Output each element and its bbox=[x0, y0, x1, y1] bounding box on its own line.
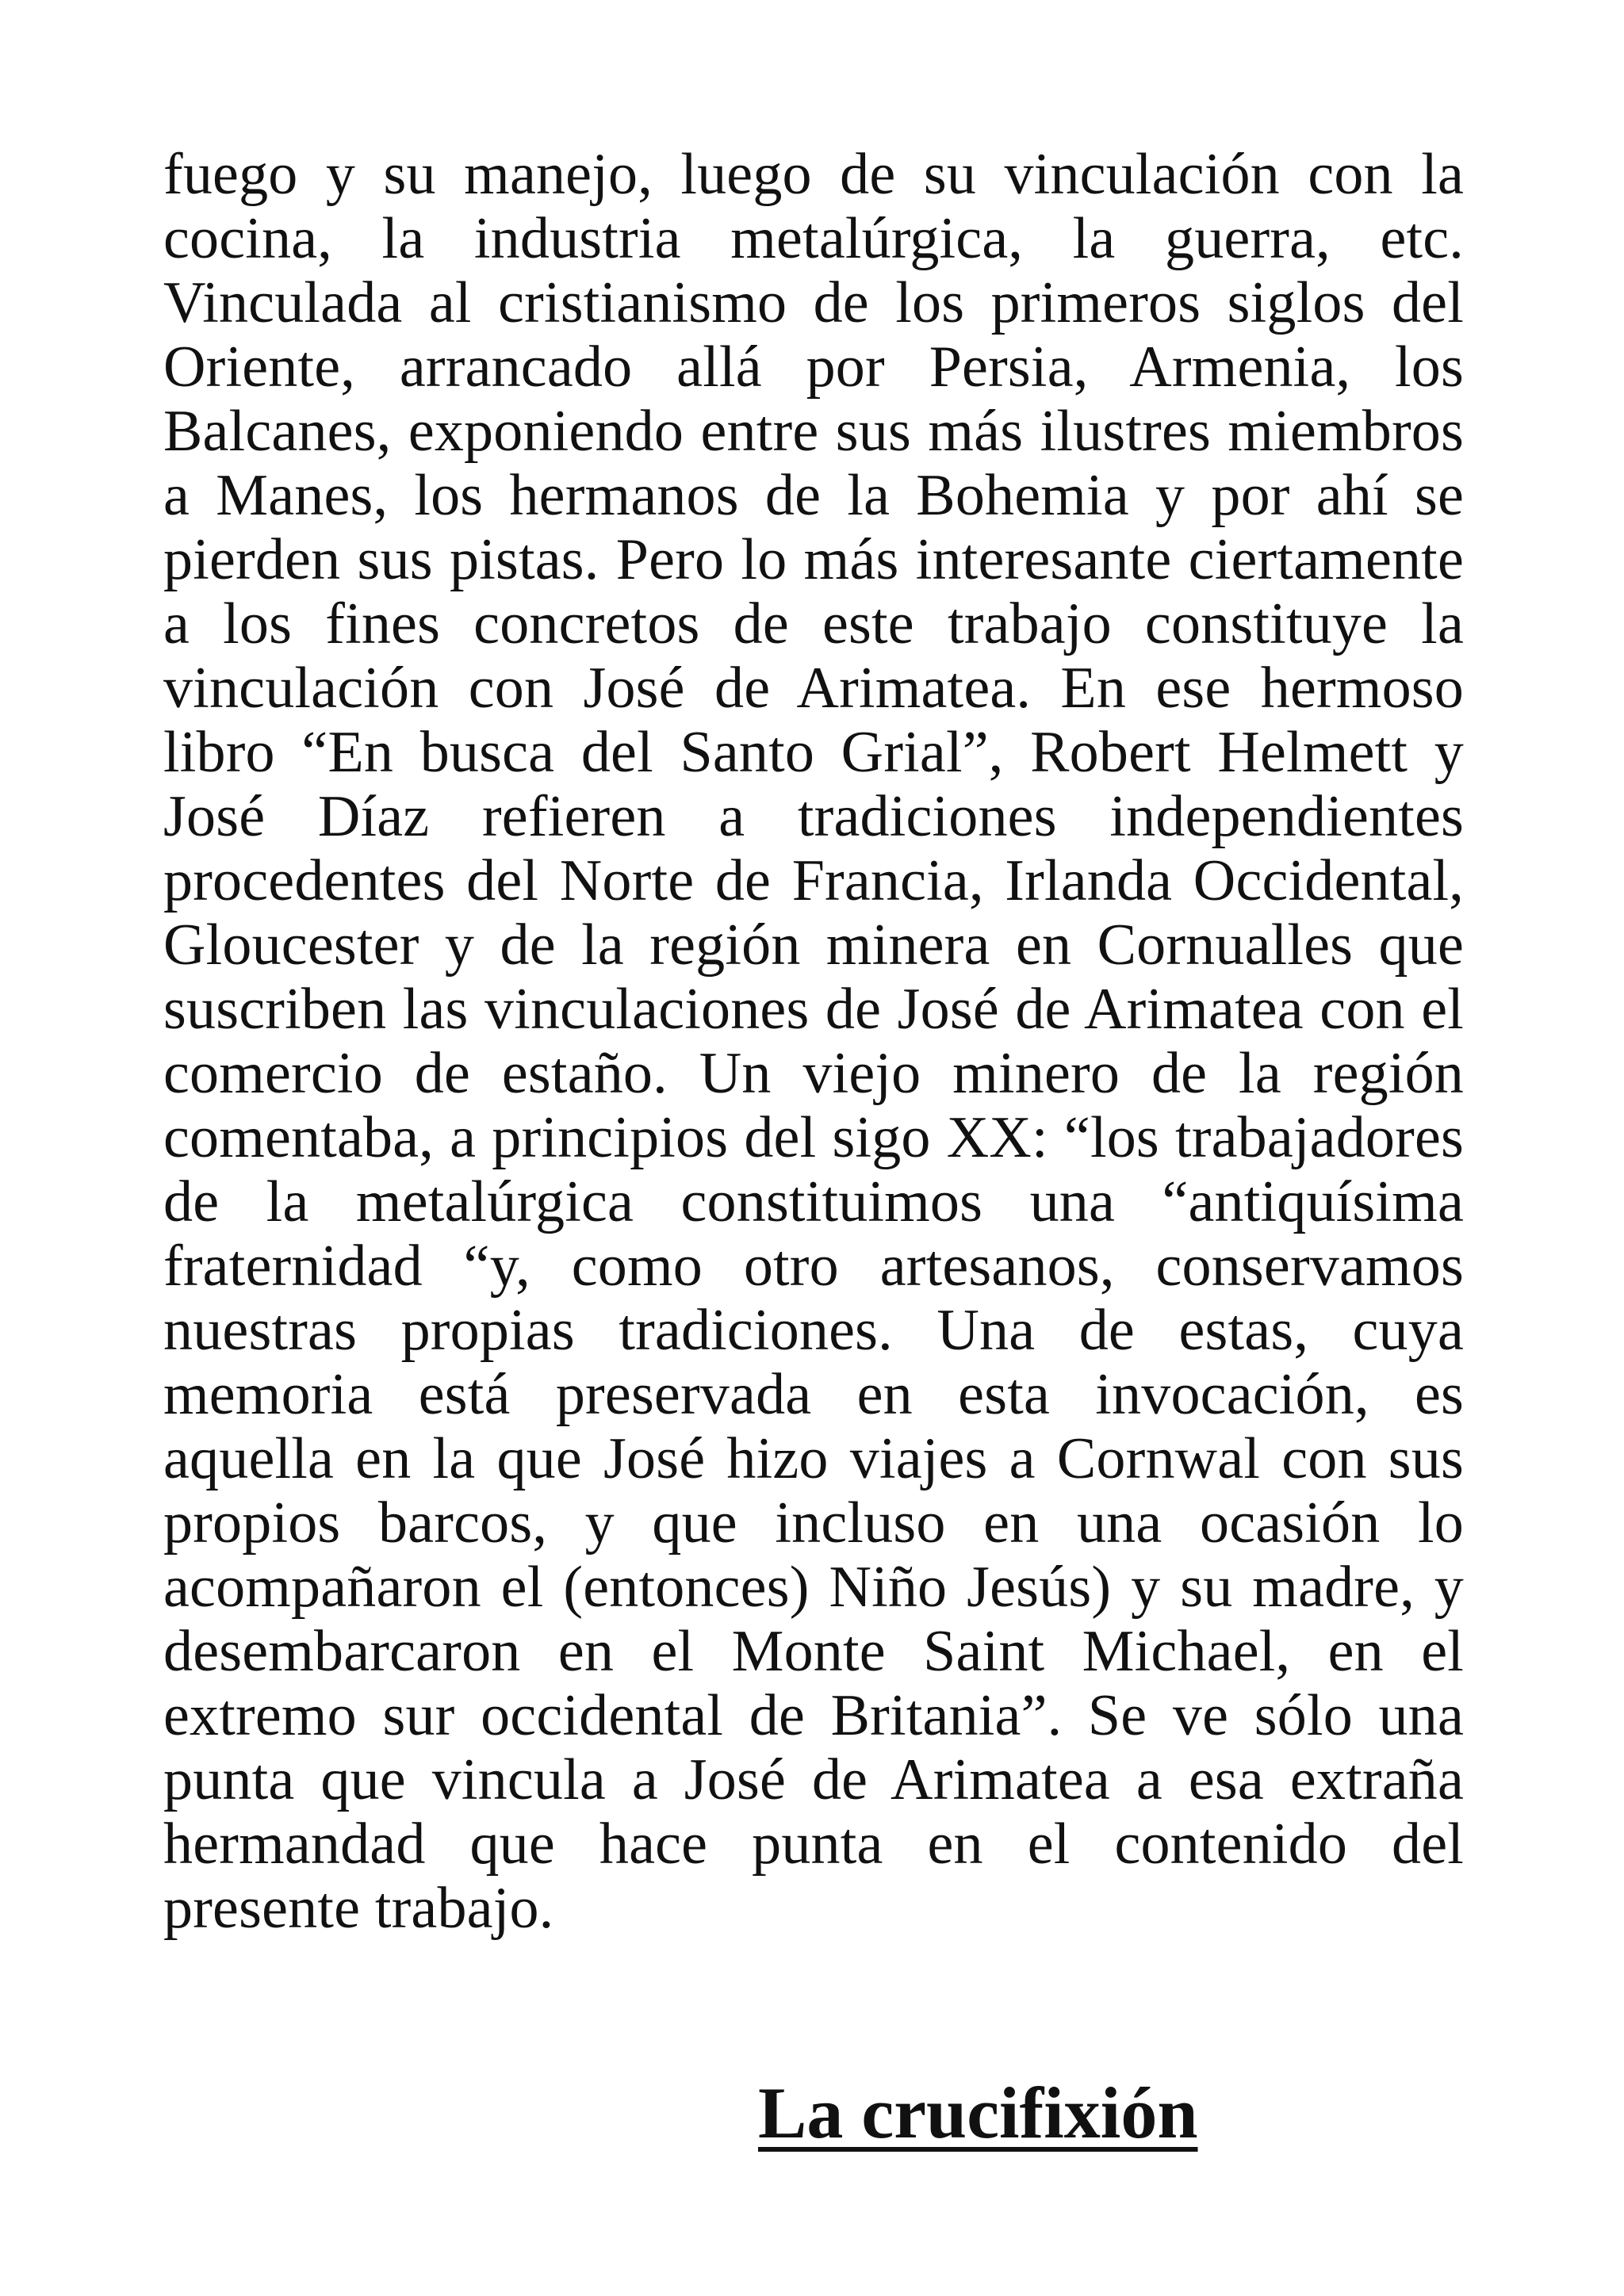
section-heading: La crucifixión bbox=[758, 2072, 1198, 2153]
body-paragraph: fuego y su manejo, luego de su vinculación con la cocina, la industria metalúrgica, la guerra, etc. Vinculada al cristianismo de los primeros siglos del Oriente, arrancado allá por Persia, Armenia, los Balcanes, exponiendo entre sus más ilustres miembros a Manes, los hermanos de la Bohemia y por ahí se pierden sus pistas. Pero lo más interesante ciertamente a los fines concretos de este trabajo constituye la vinculación con José de Arimatea. En ese hermoso libro “En busca del Santo Grial”, Robert Helmett y José Díaz refieren a tradiciones independientes procedentes del Norte de Francia, Irlanda Occidental, Gloucester y de la región minera en Cornualles que suscriben las vinculaciones de José de Arimatea con el comercio de estaño. Un viejo minero de la región comentaba, a principios del sigo XX: “los trabajadores de la metalúrgica constituimos una “antiquísima fraternidad “y, como otro artesanos, conservamos nuestras propias tradiciones. Una de estas, cuya memoria está preservada en esta invocación, es aquella en la que José hizo viajes a Cornwal con sus propios barcos, y que incluso en una ocasión lo acompañaron el (entonces) Niño Jesús) y su madre, y desembarcaron en el Monte Saint Michael, en el extremo sur occidental de Britania”. Se ve sólo una punta que vincula a José de Arimatea a esa extraña hermandad que hace punta en el contenido del presente trabajo. bbox=[163, 142, 1464, 1941]
